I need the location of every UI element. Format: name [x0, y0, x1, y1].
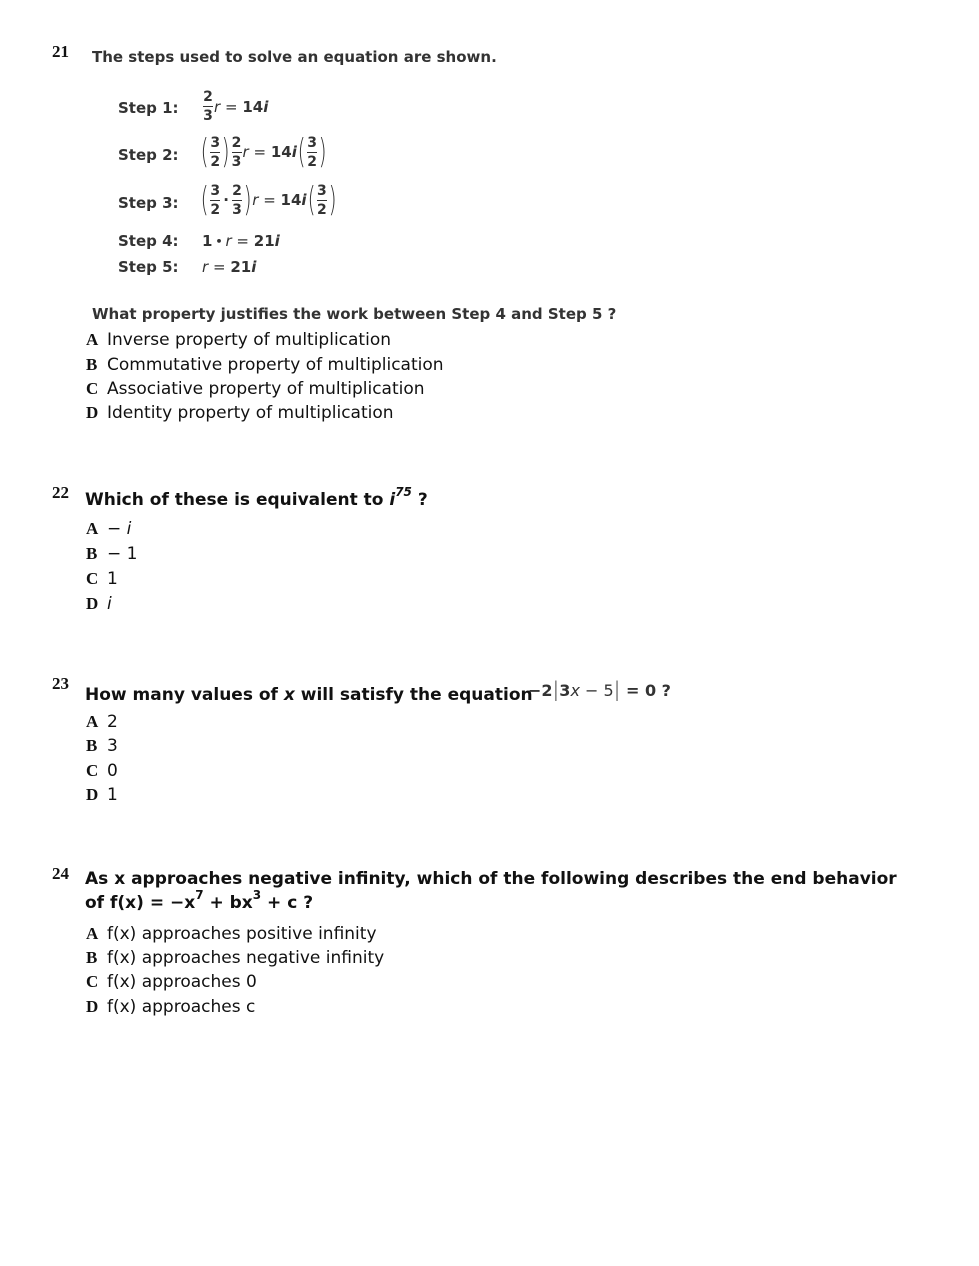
question-prompt: How many values of x will satisfy the equation	[85, 685, 533, 705]
step-2-equation: ( $\frac{3}{2}$ ) $\frac{2}{3}$ r = 14 i ( $\frac{3}{2}$ )	[200, 132, 327, 172]
question-prompt-line-2: of $f(x) = -x^7 + bx^3 + c$ ?	[85, 888, 314, 913]
step-label: Step 1:	[118, 99, 179, 117]
step-1-equation: $\frac{2}{3}$ r = 14 i	[203, 89, 269, 124]
step-3-equation: ( $\frac{3}{2}$ · $\frac{2}{3}$ ) r = 14 i ( $\frac{3}{2}$ )	[200, 180, 337, 220]
answer-choice[interactable]: C Associative property of multiplication	[86, 379, 425, 399]
question-prompt-line-1: As x approaches negative infinity, which of the following describes the end behavior	[85, 869, 897, 889]
question-number: 22	[52, 483, 69, 502]
question-intro: The steps used to solve an equation are shown.	[92, 48, 497, 66]
answer-choice[interactable]: B − 1	[86, 544, 138, 564]
step-label: Step 5:	[118, 258, 179, 276]
question-number: 21	[52, 42, 69, 61]
equation-image: −2|3x − 5| = 0 ?	[528, 677, 671, 701]
answer-choice[interactable]: B f(x) approaches negative infinity	[86, 948, 385, 968]
answer-choice[interactable]: D i	[86, 594, 112, 614]
step-label: Step 2:	[118, 146, 179, 164]
question-number: 23	[52, 674, 69, 693]
step-4-equation: 1 • r = 21 i	[202, 232, 280, 250]
answer-choice[interactable]: A 2	[86, 712, 118, 732]
answer-choice[interactable]: C 1	[86, 569, 118, 589]
answer-choice[interactable]: C 0	[86, 761, 118, 781]
answer-choice[interactable]: A Inverse property of multiplication	[86, 330, 391, 350]
answer-choice[interactable]: A f(x) approaches positive infinity	[86, 924, 377, 944]
question-prompt: What property justifies the work between Step 4 and Step 5 ?	[92, 305, 617, 323]
step-5-equation: r = 21 i	[202, 258, 257, 276]
question-prompt: Which of these is equivalent to $i^{75}$ ?	[85, 485, 428, 510]
step-label: Step 3:	[118, 194, 179, 212]
answer-choice[interactable]: D Identity property of multiplication	[86, 403, 394, 423]
question-number: 24	[52, 864, 69, 883]
answer-choice[interactable]: B Commutative property of multiplication	[86, 355, 444, 375]
answer-choice[interactable]: D 1	[86, 785, 118, 805]
answer-choice[interactable]: D f(x) approaches c	[86, 997, 256, 1017]
answer-choice[interactable]: B 3	[86, 736, 118, 756]
answer-choice[interactable]: C f(x) approaches 0	[86, 972, 257, 992]
answer-choice[interactable]: A − i	[86, 519, 132, 539]
step-label: Step 4:	[118, 232, 179, 250]
